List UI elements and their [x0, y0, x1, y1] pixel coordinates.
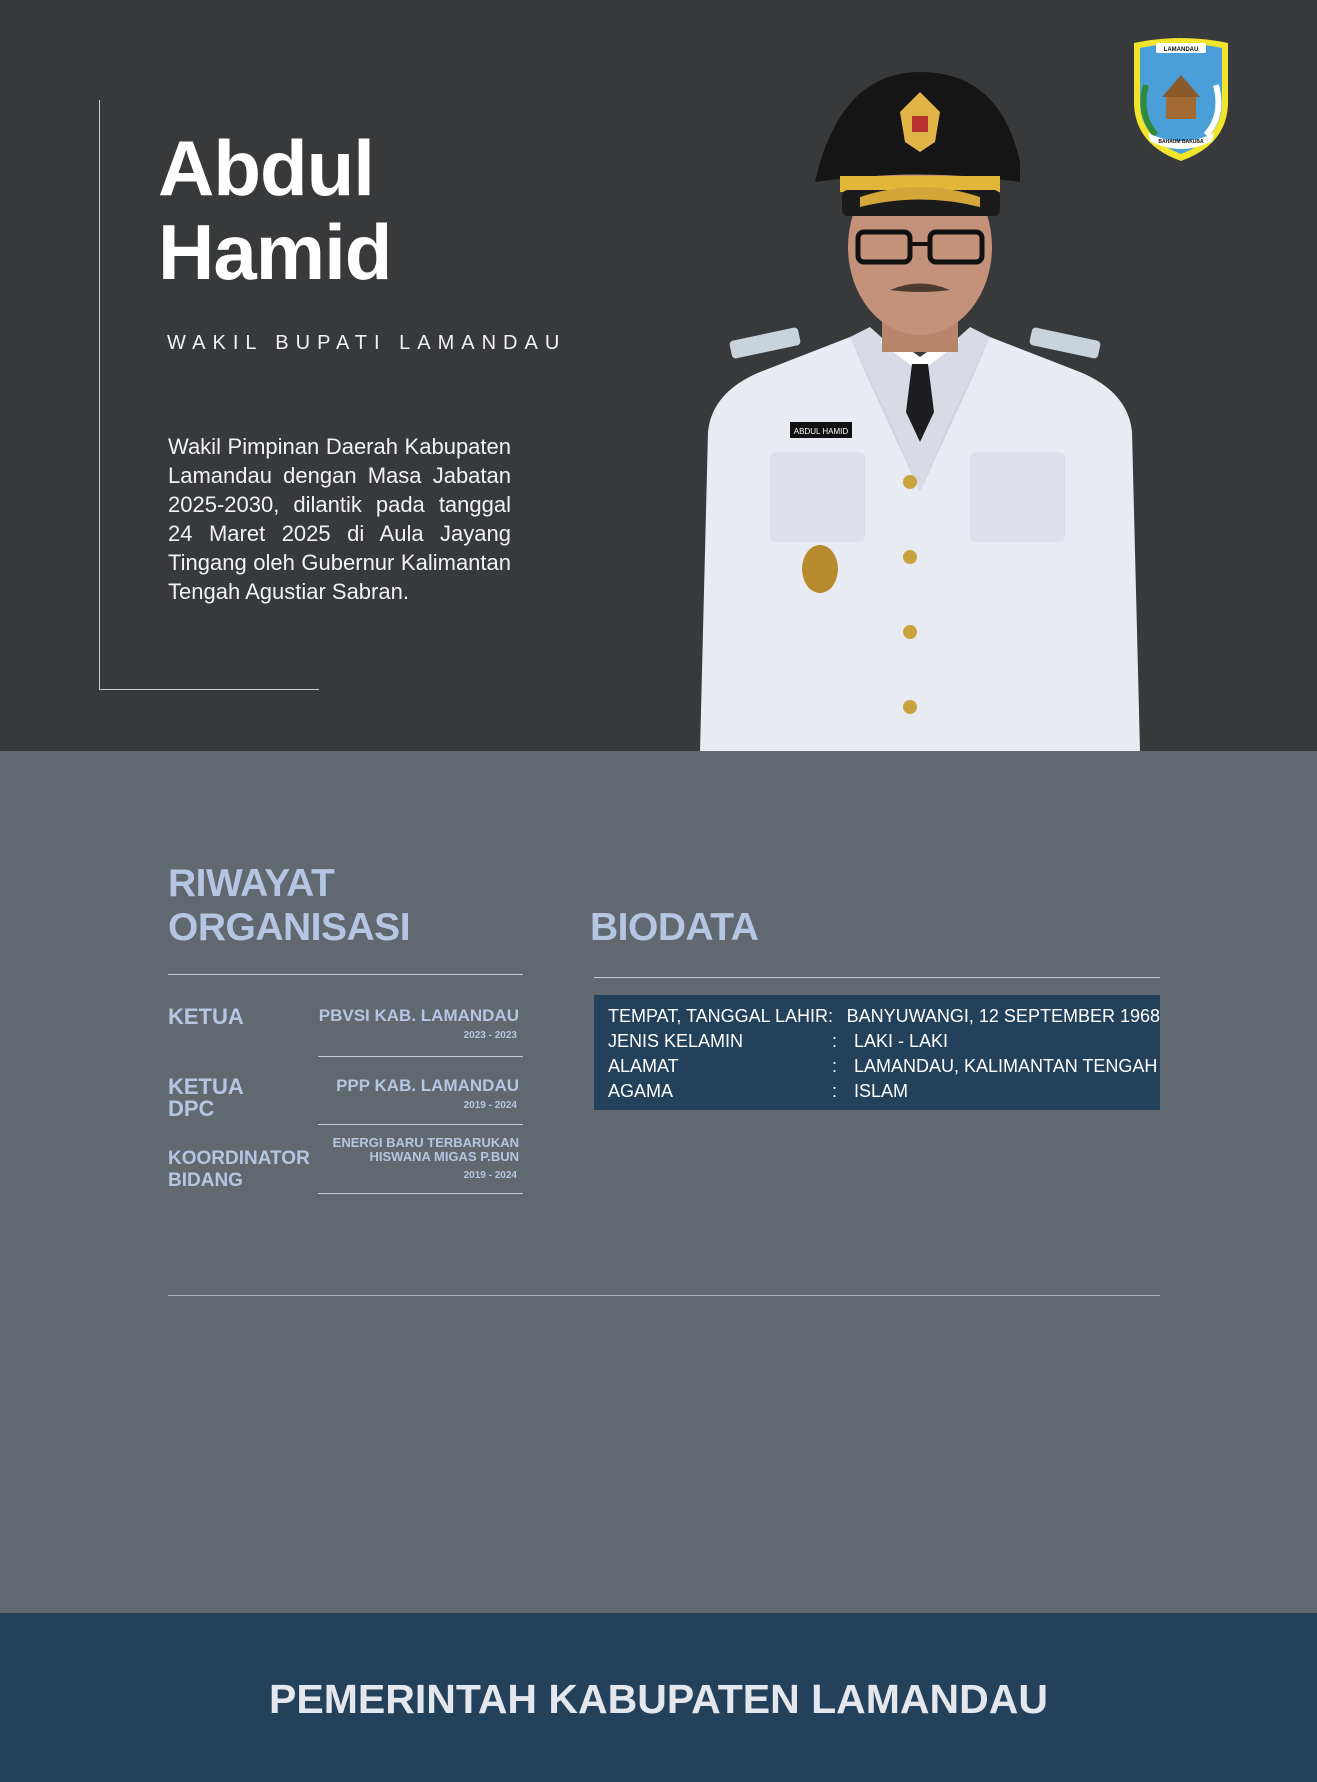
biodata-value: LAMANDAU, KALIMANTAN TENGAH: [854, 1056, 1158, 1076]
org-name: PBVSI KAB. LAMANDAU: [318, 1006, 519, 1025]
biodata-row: [608, 1004, 1160, 1029]
org-name: PPP KAB. LAMANDAU: [336, 1076, 519, 1095]
biodata-value: ISLAM: [854, 1081, 909, 1101]
org-years: 2023 - 2023: [463, 1030, 517, 1041]
organisasi-item: [168, 1076, 523, 1126]
person-name: [158, 126, 391, 294]
org-item-separator: [318, 1124, 523, 1125]
org-years: 2019 - 2024: [463, 1100, 517, 1111]
biodata-value: LAKI - LAKI: [854, 1031, 949, 1051]
org-item-separator: [318, 1193, 523, 1194]
organisasi-title-line2: ORGANISASI: [168, 906, 411, 949]
biodata-label: ALAMAT: [608, 1056, 679, 1076]
biodata-colon: :: [828, 1006, 834, 1026]
org-name-line2: HISWANA MIGAS P.BUN: [369, 1149, 519, 1164]
lamandau-logo: [1126, 35, 1236, 165]
org-name: [333, 1136, 519, 1164]
org-role-line2: BIDANG: [168, 1170, 243, 1191]
biodata-table: [594, 995, 1160, 1110]
biodata-divider: [594, 977, 1160, 978]
svg-text:LAMANDAU: LAMANDAU: [1163, 47, 1199, 53]
biodata-label: JENIS KELAMIN: [608, 1031, 744, 1051]
organisasi-divider: [168, 974, 523, 975]
position-title: WAKIL BUPATI LAMANDAU: [167, 332, 567, 354]
name-tag: ABDUL HAMID: [793, 427, 849, 436]
organisasi-item: [168, 1136, 523, 1196]
organisasi-item: [168, 1006, 523, 1056]
biodata-label: TEMPAT, TANGGAL LAHIR: [608, 1006, 829, 1026]
organisasi-title-line1: RIWAYAT: [168, 862, 335, 905]
organisasi-title: [168, 862, 410, 950]
biodata-value: BANYUWANGI, 12 SEPTEMBER 1968: [846, 1006, 1160, 1026]
org-role-line1: KOORDINATOR: [168, 1148, 310, 1169]
biodata-colon: :: [832, 1081, 838, 1101]
org-role: [168, 1076, 244, 1120]
org-name-line1: ENERGI BARU TERBARUKAN: [332, 1135, 519, 1150]
org-role-line1: KETUA: [168, 1004, 244, 1029]
frame-line-vertical: [99, 100, 100, 690]
biodata-colon: :: [832, 1056, 838, 1076]
person-name-last: Hamid: [158, 208, 392, 296]
org-role-line2: DPC: [168, 1096, 215, 1121]
org-item-separator: [318, 1056, 523, 1057]
biodata-colon: :: [832, 1031, 838, 1051]
biodata-row: [608, 1079, 1160, 1104]
org-role: [168, 1148, 310, 1192]
org-role-line1: KETUA: [168, 1074, 244, 1099]
org-role: [168, 1006, 244, 1028]
biodata-label: AGAMA: [608, 1081, 674, 1101]
biodata-row: [608, 1054, 1160, 1079]
biodata-row: [608, 1029, 1160, 1054]
biodata-title: BIODATA: [590, 906, 759, 949]
footer-title: PEMERINTAH KABUPATEN LAMANDAU: [269, 1676, 1048, 1722]
frame-line-horizontal: [99, 689, 319, 690]
org-years: 2019 - 2024: [463, 1170, 517, 1181]
position-description: Wakil Pimpinan Daerah Kabupaten Lamandau dengan Masa Jabatan 2025-2030, dilantik pada tanggal 24 Maret 2025 di Aula Jayang Tingang oleh Gubernur Kalimantan Tengah Agustiar Sabran.: [168, 434, 511, 604]
person-name-first: Abdul: [158, 124, 374, 212]
svg-text:BAHAUM BAKUBA: BAHAUM BAKUBA: [1158, 139, 1204, 145]
section-divider: [168, 1295, 1160, 1296]
portrait-photo: [690, 72, 1150, 751]
